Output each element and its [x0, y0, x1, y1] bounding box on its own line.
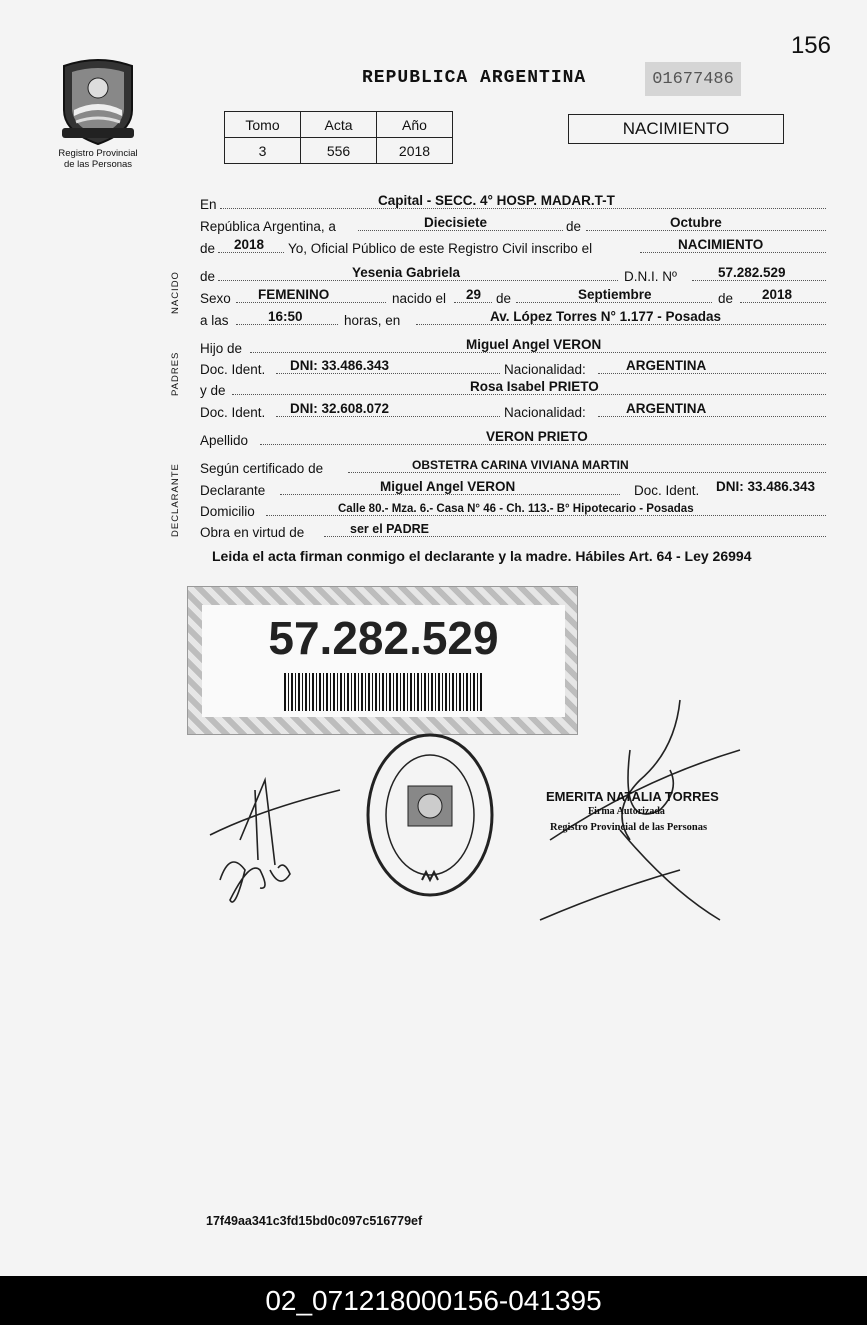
doc-label-2: Doc. Ident. — [200, 405, 266, 420]
record-table — [224, 111, 453, 164]
yo-label: Yo, Oficial Público de este Registro Civil inscribo el — [288, 241, 593, 256]
alas-label: a las — [200, 313, 229, 328]
closing-text: Leida el acta firman conmigo el declarante y la madre. Hábiles Art. 64 - Ley 26994 — [212, 548, 752, 564]
declarant-signature-icon — [200, 770, 350, 920]
dni-barcode-label — [187, 586, 578, 735]
row-padre — [200, 336, 826, 356]
document-hash: 17f49aa341c3fd15bd0c097c516779ef — [206, 1214, 423, 1228]
row-nombre — [200, 264, 826, 284]
hijo-label: Hijo de — [200, 341, 243, 356]
row-fecha — [200, 214, 826, 234]
segun-label: Según certificado de — [200, 461, 324, 476]
row-madre — [200, 378, 826, 398]
madre-value: Rosa Isabel PRIETO — [470, 379, 599, 394]
madre-doc-value: DNI: 32.608.072 — [290, 401, 390, 416]
nac-anio-value: 2018 — [762, 287, 793, 302]
certificado-value: OBSTETRA CARINA VIVIANA MARTIN — [412, 458, 629, 472]
nac-dia-value: 29 — [466, 287, 482, 302]
declarante-doc-value: DNI: 33.486.343 — [716, 479, 816, 494]
hora-value: 16:50 — [268, 309, 303, 324]
signatory-name: EMERITA NATALIA TORRES — [546, 789, 719, 804]
section-label-padres: PADRES — [170, 351, 181, 396]
anio-value: 2018 — [234, 237, 265, 252]
mes-value: Octubre — [670, 215, 722, 230]
tomo-value: 3 — [225, 138, 301, 164]
apellido-label: Apellido — [200, 433, 249, 448]
footer-id: 02_071218000156-041395 — [0, 1276, 867, 1325]
obra-value: ser el PADRE — [350, 522, 429, 536]
row-hora — [200, 308, 826, 328]
nombre-value: Yesenia Gabriela — [352, 265, 461, 280]
row-inscribo — [200, 236, 826, 256]
page-number: 156 — [790, 32, 831, 59]
de-nombre-label: de — [200, 269, 216, 284]
nac-mes-value: Septiembre — [578, 287, 652, 302]
lugar-value: Capital - SECC. 4° HOSP. MADAR.T-T — [378, 193, 615, 208]
inscripcion-value: NACIMIENTO — [678, 237, 764, 252]
row-domicilio — [200, 499, 826, 519]
doc-label-3: Doc. Ident. — [634, 483, 700, 498]
nacionalidad-label: Nacionalidad: — [504, 362, 586, 377]
en-label: En — [200, 197, 217, 212]
barcode-icon — [284, 673, 484, 711]
acta-value: 556 — [301, 138, 377, 164]
sexo-label: Sexo — [200, 291, 231, 306]
domicilio-label: Domicilio — [200, 504, 255, 519]
de-label: de — [566, 219, 582, 234]
acta-header: Acta — [301, 112, 377, 138]
republica-label: República Argentina, a — [200, 219, 336, 234]
de-anio2-label: de — [718, 291, 734, 306]
horas-label: horas, en — [344, 313, 401, 328]
declarante-value: Miguel Angel VERON — [380, 479, 516, 494]
anio-value: 2018 — [377, 138, 453, 164]
serial-number: 01677486 — [645, 62, 741, 96]
de-mes-label: de — [496, 291, 512, 306]
row-sexo — [200, 286, 826, 306]
apellido-value: VERON PRIETO — [486, 429, 588, 444]
declarante-label: Declarante — [200, 483, 266, 498]
yde-label: y de — [200, 383, 226, 398]
madre-nac-value: ARGENTINA — [626, 401, 707, 416]
padre-nac-value: ARGENTINA — [626, 358, 707, 373]
signatory-org: Registro Provincial de las Personas — [550, 822, 708, 833]
row-apellido — [200, 428, 826, 448]
obra-label: Obra en virtud de — [200, 525, 305, 540]
nacido-label: nacido el — [392, 291, 447, 306]
domicilio-value: Calle 80.- Mza. 6.- Casa N° 46 - Ch. 113.- B° Hipotecario - Posadas — [338, 503, 694, 515]
row-obra — [200, 520, 826, 540]
row-en — [200, 192, 826, 212]
row-declarante — [200, 478, 826, 498]
nacionalidad-label-2: Nacionalidad: — [504, 405, 586, 420]
province-logo — [52, 58, 144, 170]
dni-value: 57.282.529 — [718, 265, 786, 280]
dni-label: D.N.I. Nº — [624, 269, 677, 284]
padre-value: Miguel Angel VERON — [466, 337, 602, 352]
logo-caption-line1: Registro Provincial — [58, 148, 138, 159]
row-padre-doc — [200, 357, 826, 377]
de-anio-label: de — [200, 241, 216, 256]
section-label-nacido: NACIDO — [170, 271, 181, 314]
anio-header: Año — [377, 112, 453, 138]
sexo-value: FEMENINO — [258, 287, 330, 302]
tomo-header: Tomo — [225, 112, 301, 138]
dia-value: Diecisiete — [424, 215, 488, 230]
lugar-nac-value: Av. López Torres N° 1.177 - Posadas — [490, 309, 721, 324]
barcode-number: 57.282.529 — [268, 612, 499, 664]
record-type-box: NACIMIENTO — [568, 114, 784, 144]
document-title: REPUBLICA ARGENTINA — [362, 68, 587, 88]
row-madre-doc — [200, 400, 826, 420]
logo-caption-line2: de las Personas — [63, 159, 133, 170]
signatory-role: Firma Autorizada — [588, 806, 665, 817]
row-certificado — [200, 456, 826, 476]
doc-label: Doc. Ident. — [200, 362, 266, 377]
section-label-declarante: DECLARANTE — [170, 463, 181, 537]
official-stamp-icon — [360, 730, 500, 900]
padre-doc-value: DNI: 33.486.343 — [290, 358, 390, 373]
coat-of-arms-icon — [52, 58, 144, 146]
